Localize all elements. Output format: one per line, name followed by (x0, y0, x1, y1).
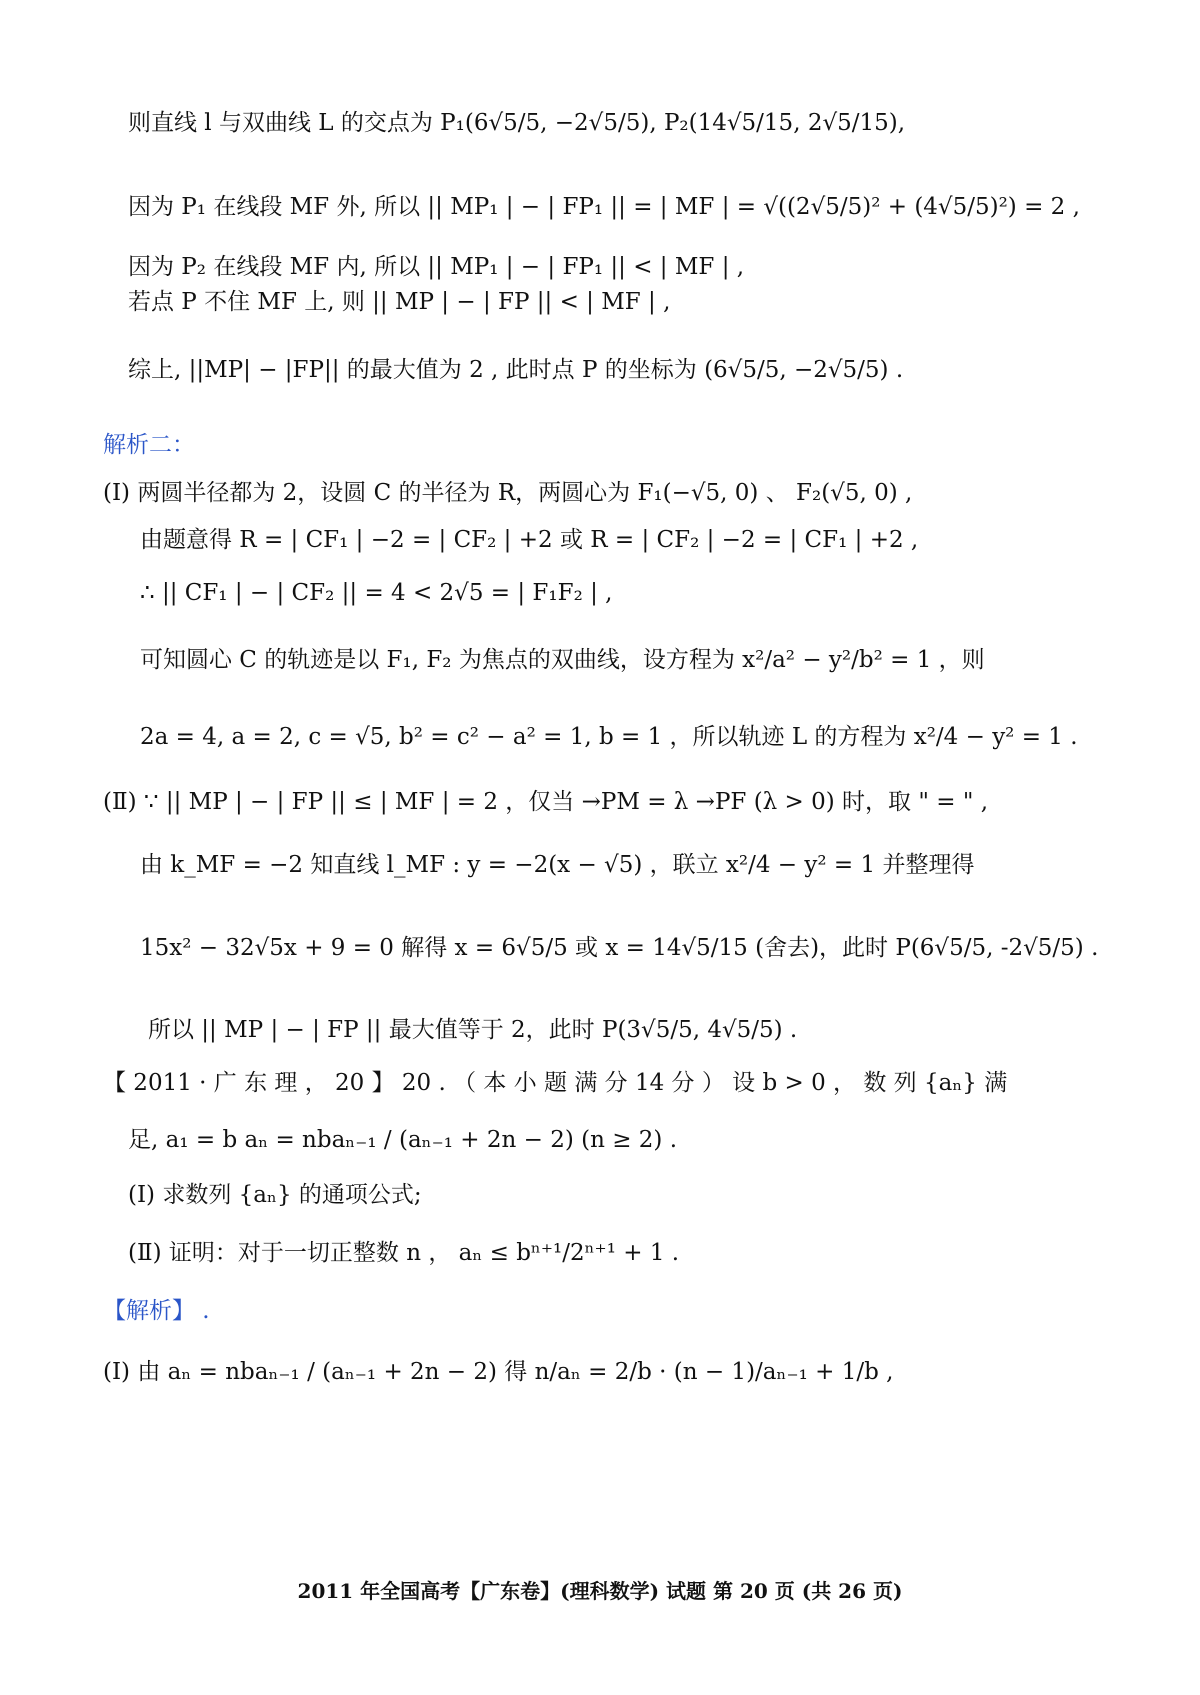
line-text: (Ⅰ) 求数列 {aₙ} 的通项公式; (128, 1182, 422, 1208)
heading-text: 【解析】 . (103, 1298, 210, 1324)
part-2-line-2 (140, 850, 974, 880)
line-text: 可知圆心 C 的轨迹是以 F₁, F₂ 为焦点的双曲线，设方程为 x²/a² − y²/b² = 1 ，则 (140, 647, 985, 673)
line-text: 因为 P₁ 在线段 MF 外, 所以 || MP₁ | − | FP₁ || = | MF | = √((2√5/5)² + (4√5/5)²) = 2 , (128, 194, 1080, 220)
solution-line-4 (128, 287, 670, 317)
line-text: (Ⅱ) ∵ || MP | − | FP || ≤ | MF | = 2 ，仅当 →PM = λ →PF (λ > 0) 时，取 " = " , (103, 789, 989, 815)
problem-question-1 (128, 1180, 422, 1210)
line-text: 【 2011 · 广 东 理 ， 20 】 20 . （ 本 小 题 满 分 14 分 ） 设 b > 0 ， 数 列 {aₙ} 满 (103, 1070, 1008, 1096)
line-text: (Ⅱ) 证明：对于一切正整数 n ， aₙ ≤ bⁿ⁺¹/2ⁿ⁺¹ + 1 . (128, 1240, 680, 1266)
analysis-line-1 (103, 1357, 893, 1387)
part-1-line-3 (140, 578, 612, 608)
part-2-line (103, 787, 988, 817)
line-text: 综上, ||MP| − |FP|| 的最大值为 2 , 此时点 P 的坐标为 (6√5/5, −2√5/5) . (128, 357, 904, 383)
part-1-line-4 (140, 645, 985, 675)
line-text: 15x² − 32√5x + 9 = 0 解得 x = 6√5/5 或 x = 14√5/15 (舍去)，此时 P(6√5/5, -2√5/5) . (140, 935, 1099, 961)
line-text: 若点 P 不住 MF 上, 则 || MP | − | FP || < | MF | , (128, 289, 671, 315)
line-text: (Ⅰ) 由 aₙ = nbaₙ₋₁ / (aₙ₋₁ + 2n − 2) 得 n/aₙ = 2/b · (n − 1)/aₙ₋₁ + 1/b , (103, 1359, 894, 1385)
problem-statement-line-2 (128, 1125, 677, 1155)
line-text: 所以 || MP | − | FP || 最大值等于 2，此时 P(3√5/5, 4√5/5) . (148, 1017, 798, 1043)
part-1-line-2 (140, 525, 918, 555)
section-heading-analysis-2 (103, 430, 195, 460)
part-1-line-5 (140, 722, 1078, 752)
line-text: ∴ || CF₁ | − | CF₂ || = 4 < 2√5 = | F₁F₂ | , (140, 580, 613, 606)
problem-statement-line-1 (103, 1068, 1007, 1098)
line-text: 由 k_MF = −2 知直线 l_MF : y = −2(x − √5) ，联立 x²/4 − y² = 1 并整理得 (140, 852, 975, 878)
line-text: 则直线 l 与双曲线 L 的交点为 P₁(6√5/5, −2√5/5), P₂(14√5/15, 2√5/15), (128, 110, 906, 136)
solution-line-2 (128, 192, 1080, 222)
heading-text: 解析二： (103, 432, 195, 458)
part-2-line-3 (140, 933, 1098, 963)
solution-line-1 (128, 108, 905, 138)
problem-question-2 (128, 1238, 679, 1268)
line-text: 因为 P₂ 在线段 MF 内, 所以 || MP₁ | − | FP₁ || < | MF | , (128, 254, 745, 280)
line-text: 由题意得 R = | CF₁ | −2 = | CF₂ | +2 或 R = | CF₂ | −2 = | CF₁ | +2 , (140, 527, 919, 553)
solution-line-3 (128, 252, 744, 282)
line-text: 足, a₁ = b aₙ = nbaₙ₋₁ / (aₙ₋₁ + 2n − 2) (n ≥ 2) . (128, 1127, 678, 1153)
part-1-line (103, 478, 912, 508)
line-text: (Ⅰ) 两圆半径都为 2，设圆 C 的半径为 R，两圆心为 F₁(−√5, 0) 、 F₂(√5, 0) , (103, 480, 913, 506)
analysis-heading (103, 1296, 210, 1326)
footer-text: 2011 年全国高考【广东卷】(理科数学) 试题 第 20 页 (共 26 页) (297, 1579, 903, 1603)
page-footer (0, 1575, 1200, 1604)
part-2-line-4 (148, 1015, 797, 1045)
line-text: 2a = 4, a = 2, c = √5, b² = c² − a² = 1, b = 1 ，所以轨迹 L 的方程为 x²/4 − y² = 1 . (140, 724, 1078, 750)
solution-conclusion-line (128, 355, 903, 385)
